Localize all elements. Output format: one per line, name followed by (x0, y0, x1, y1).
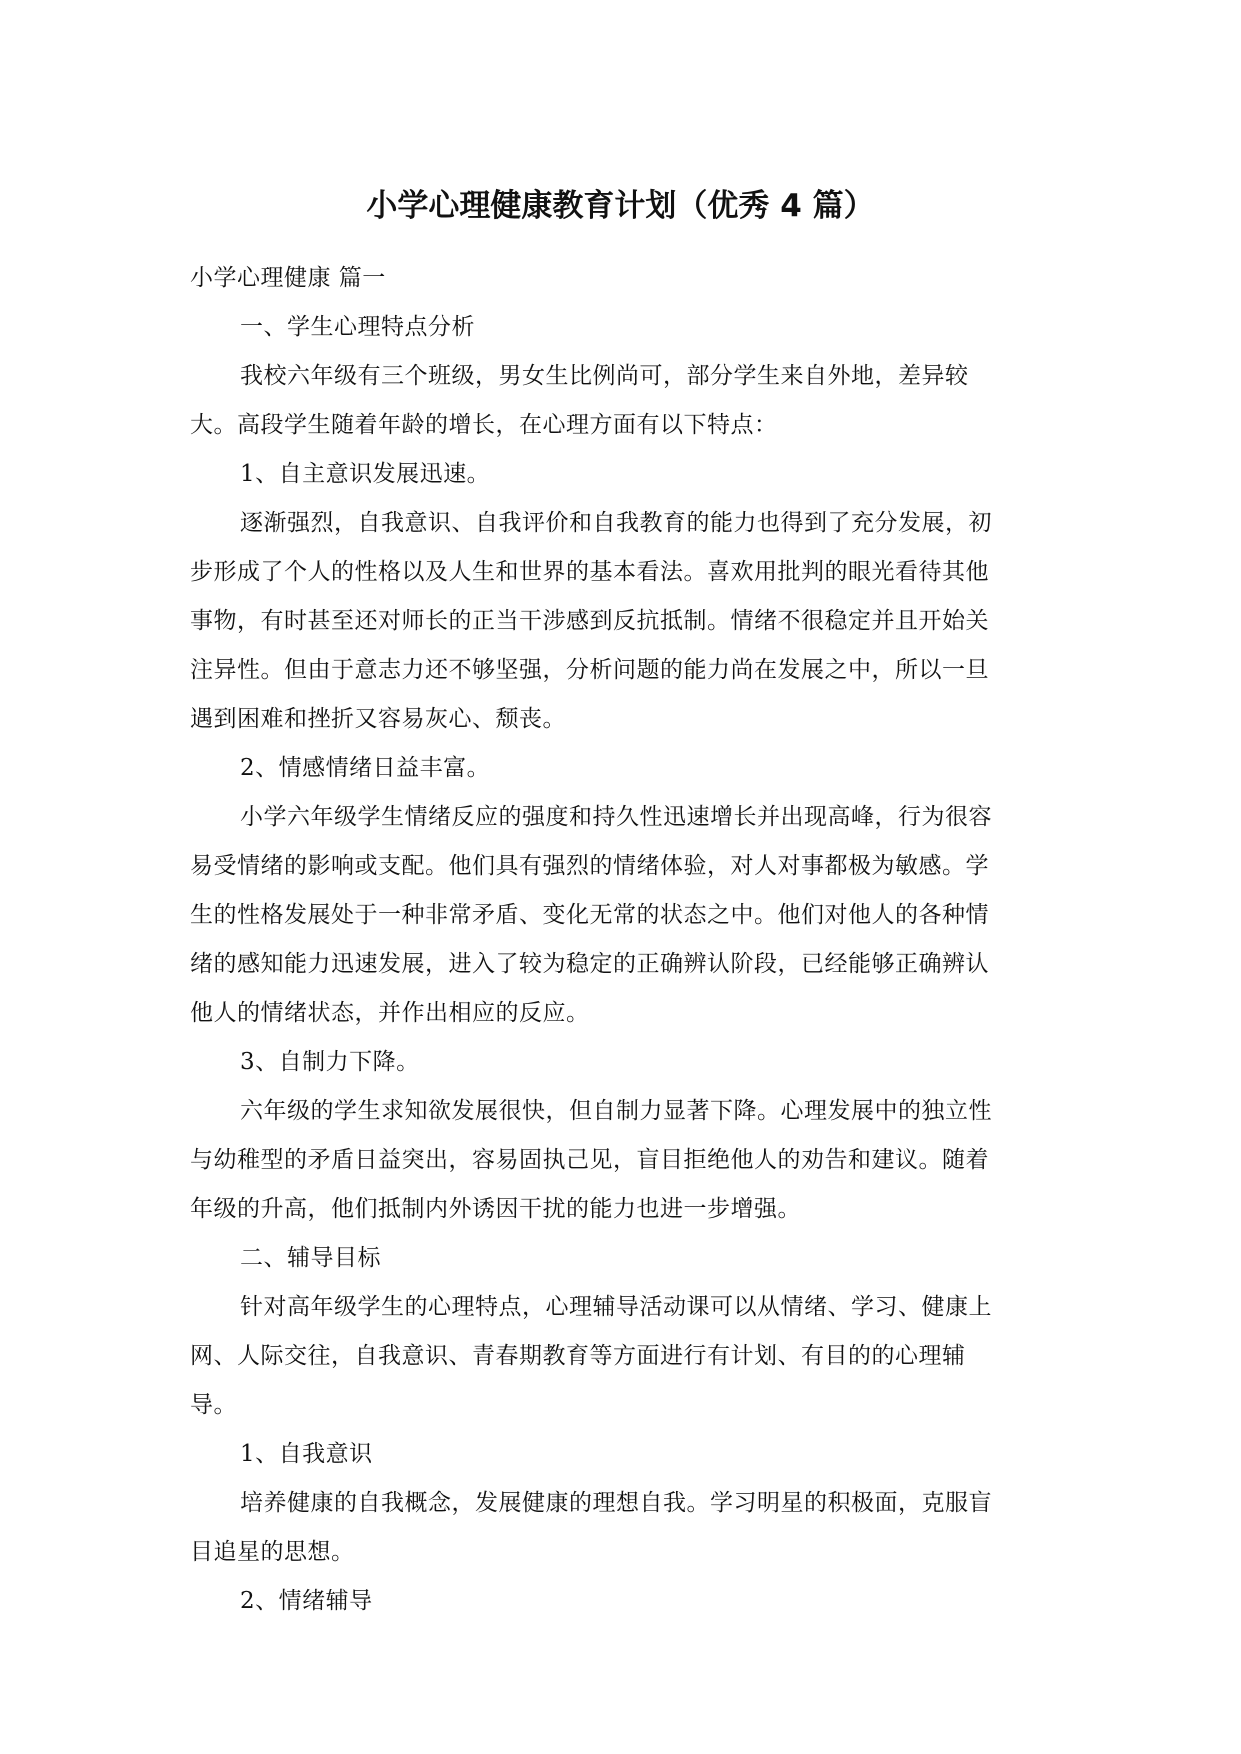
text-line: 一、学生心理特点分析 (240, 314, 475, 340)
text-line: 2、情绪辅导 (240, 1588, 373, 1614)
text-line: 六年级的学生求知欲发展很快，但自制力显著下降。心理发展中的独立性 (240, 1098, 992, 1124)
text-line: 绪的感知能力迅速发展，进入了较为稳定的正确辨认阶段，已经能够正确辨认 (190, 951, 989, 977)
text-line: 注异性。但由于意志力还不够坚强，分析问题的能力尚在发展之中，所以一旦 (190, 657, 989, 683)
text-line: 与幼稚型的矛盾日益突出，容易固执己见，盲目拒绝他人的劝告和建议。随着 (190, 1147, 989, 1173)
text-line: 他人的情绪状态，并作出相应的反应。 (190, 1000, 590, 1026)
text-line: 培养健康的自我概念，发展健康的理想自我。学习明星的积极面，克服盲 (240, 1490, 992, 1516)
text-line: 事物，有时甚至还对师长的正当干涉感到反抗抵制。情绪不很稳定并且开始关 (190, 608, 989, 634)
document-title: 小学心理健康教育计划（优秀 4 篇） (366, 188, 875, 224)
text-line: 易受情绪的影响或支配。他们具有强烈的情绪体验，对人对事都极为敏感。学 (190, 853, 989, 879)
text-line: 年级的升高，他们抵制内外诱因干扰的能力也进一步增强。 (190, 1196, 801, 1222)
text-line: 1、自我意识 (240, 1441, 373, 1467)
text-line: 针对高年级学生的心理特点，心理辅导活动课可以从情绪、学习、健康上 (240, 1294, 992, 1320)
text-line: 步形成了个人的性格以及人生和世界的基本看法。喜欢用批判的眼光看待其他 (190, 559, 989, 585)
text-line: 2、情感情绪日益丰富。 (240, 755, 491, 781)
text-line: 二、辅导目标 (240, 1245, 381, 1271)
text-line: 逐渐强烈，自我意识、自我评价和自我教育的能力也得到了充分发展，初 (240, 510, 992, 536)
text-line: 3、自制力下降。 (240, 1049, 420, 1075)
text-line: 网、人际交往，自我意识、青春期教育等方面进行有计划、有目的的心理辅 (190, 1343, 966, 1369)
document-body (190, 254, 1060, 1626)
text-line: 目追星的思想。 (190, 1539, 355, 1565)
text-line: 1、自主意识发展迅速。 (240, 461, 491, 487)
text-line: 小学六年级学生情绪反应的强度和持久性迅速增长并出现高峰，行为很容 (240, 804, 992, 830)
text-line: 遇到困难和挫折又容易灰心、颓丧。 (190, 706, 566, 732)
text-line: 小学心理健康 篇一 (190, 265, 386, 291)
text-line: 生的性格发展处于一种非常矛盾、变化无常的状态之中。他们对他人的各种情 (190, 902, 989, 928)
text-line: 大。高段学生随着年龄的增长，在心理方面有以下特点： (190, 412, 778, 438)
text-line: 导。 (190, 1392, 237, 1418)
text-line: 我校六年级有三个班级，男女生比例尚可，部分学生来自外地，差异较 (240, 363, 969, 389)
